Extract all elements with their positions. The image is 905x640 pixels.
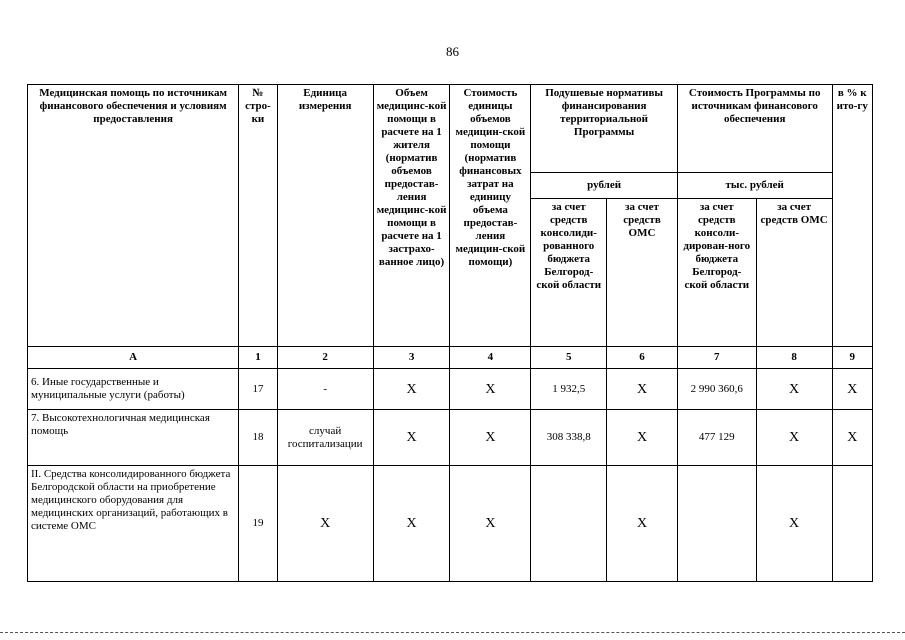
col-number: 2 [277, 347, 373, 369]
row-regional-cost: 2 990 360,6 [677, 369, 756, 410]
row-volume: Х [373, 466, 450, 582]
row-unit-cost: Х [450, 466, 531, 582]
table-row [28, 369, 873, 410]
col-number: 7 [677, 347, 756, 369]
row-regional-norm: 1 932,5 [531, 369, 607, 410]
row-regional-norm: 308 338,8 [531, 410, 607, 466]
header-regional-budget-norm: за счет средств консолиди-рованного бюджета Белгород-ской области [531, 199, 607, 347]
column-number-row [28, 347, 873, 369]
row-oms-norm: Х [607, 369, 678, 410]
table-row [28, 466, 873, 582]
row-regional-cost: 477 129 [677, 410, 756, 466]
row-unit: Х [277, 466, 373, 582]
row-line-number: 17 [239, 369, 277, 410]
col-number: 5 [531, 347, 607, 369]
row-oms-cost: Х [756, 369, 832, 410]
header-unit-rubles: рублей [531, 173, 678, 199]
table-row [28, 410, 873, 466]
row-oms-norm: Х [607, 466, 678, 582]
col-number: А [28, 347, 239, 369]
row-oms-norm: Х [607, 410, 678, 466]
page-bottom-edge [0, 632, 905, 633]
col-number: 6 [607, 347, 678, 369]
header-oms-norm: за счет средств ОМС [607, 199, 678, 347]
row-unit-cost: Х [450, 369, 531, 410]
row-unit: случай госпитализации [277, 410, 373, 466]
row-name: II. Средства консолидированного бюджета Белгородской области на приобретение медицинского оборудования для медицинских организаций, работающих в системе ОМС [28, 466, 239, 582]
row-percent [832, 466, 872, 582]
row-oms-cost: Х [756, 466, 832, 582]
financing-table [27, 84, 873, 582]
row-line-number: 18 [239, 410, 277, 466]
col-number: 9 [832, 347, 872, 369]
col-number: 3 [373, 347, 450, 369]
col-number: 4 [450, 347, 531, 369]
row-line-number: 19 [239, 466, 277, 582]
header-program-cost: Стоимость Программы по источникам финансового обеспечения [677, 85, 832, 173]
header-percent-total: в % к ито-гу [832, 85, 872, 347]
row-regional-cost [677, 466, 756, 582]
row-name: 7. Высокотехнологичная медицинская помощь [28, 410, 239, 466]
row-regional-norm [531, 466, 607, 582]
header-line-number: № стро-ки [239, 85, 277, 347]
row-volume: Х [373, 410, 450, 466]
row-name: 6. Иные государственные и муниципальные услуги (работы) [28, 369, 239, 410]
header-unit-cost: Стоимость единицы объемов медицин-ской помощи (норматив финансовых затрат на единицу объема предостав-ления медицин-ской помощи) [450, 85, 531, 347]
header-unit: Единица измерения [277, 85, 373, 347]
col-number: 8 [756, 347, 832, 369]
row-percent: Х [832, 369, 872, 410]
row-volume: Х [373, 369, 450, 410]
row-unit: - [277, 369, 373, 410]
header-oms-cost: за счет средств ОМС [756, 199, 832, 347]
header-medical-care: Медицинская помощь по источникам финансового обеспечения и условиям предоставления [28, 85, 239, 347]
header-per-capita-norms: Подушевые нормативы финансирования территориальной Программы [531, 85, 678, 173]
header-unit-thousand-rubles: тыс. рублей [677, 173, 832, 199]
col-number: 1 [239, 347, 277, 369]
row-oms-cost: Х [756, 410, 832, 466]
header-volume: Объем медицинс-кой помощи в расчете на 1 жителя (норматив объемов предостав-ления медицинс-кой помощи в расчете на 1 застрахо-ванное лицо) [373, 85, 450, 347]
row-percent: Х [832, 410, 872, 466]
header-regional-budget-cost: за счет средств консоли-дирован-ного бюджета Белгород-ской области [677, 199, 756, 347]
row-unit-cost: Х [450, 410, 531, 466]
page-number: 86 [446, 44, 459, 59]
